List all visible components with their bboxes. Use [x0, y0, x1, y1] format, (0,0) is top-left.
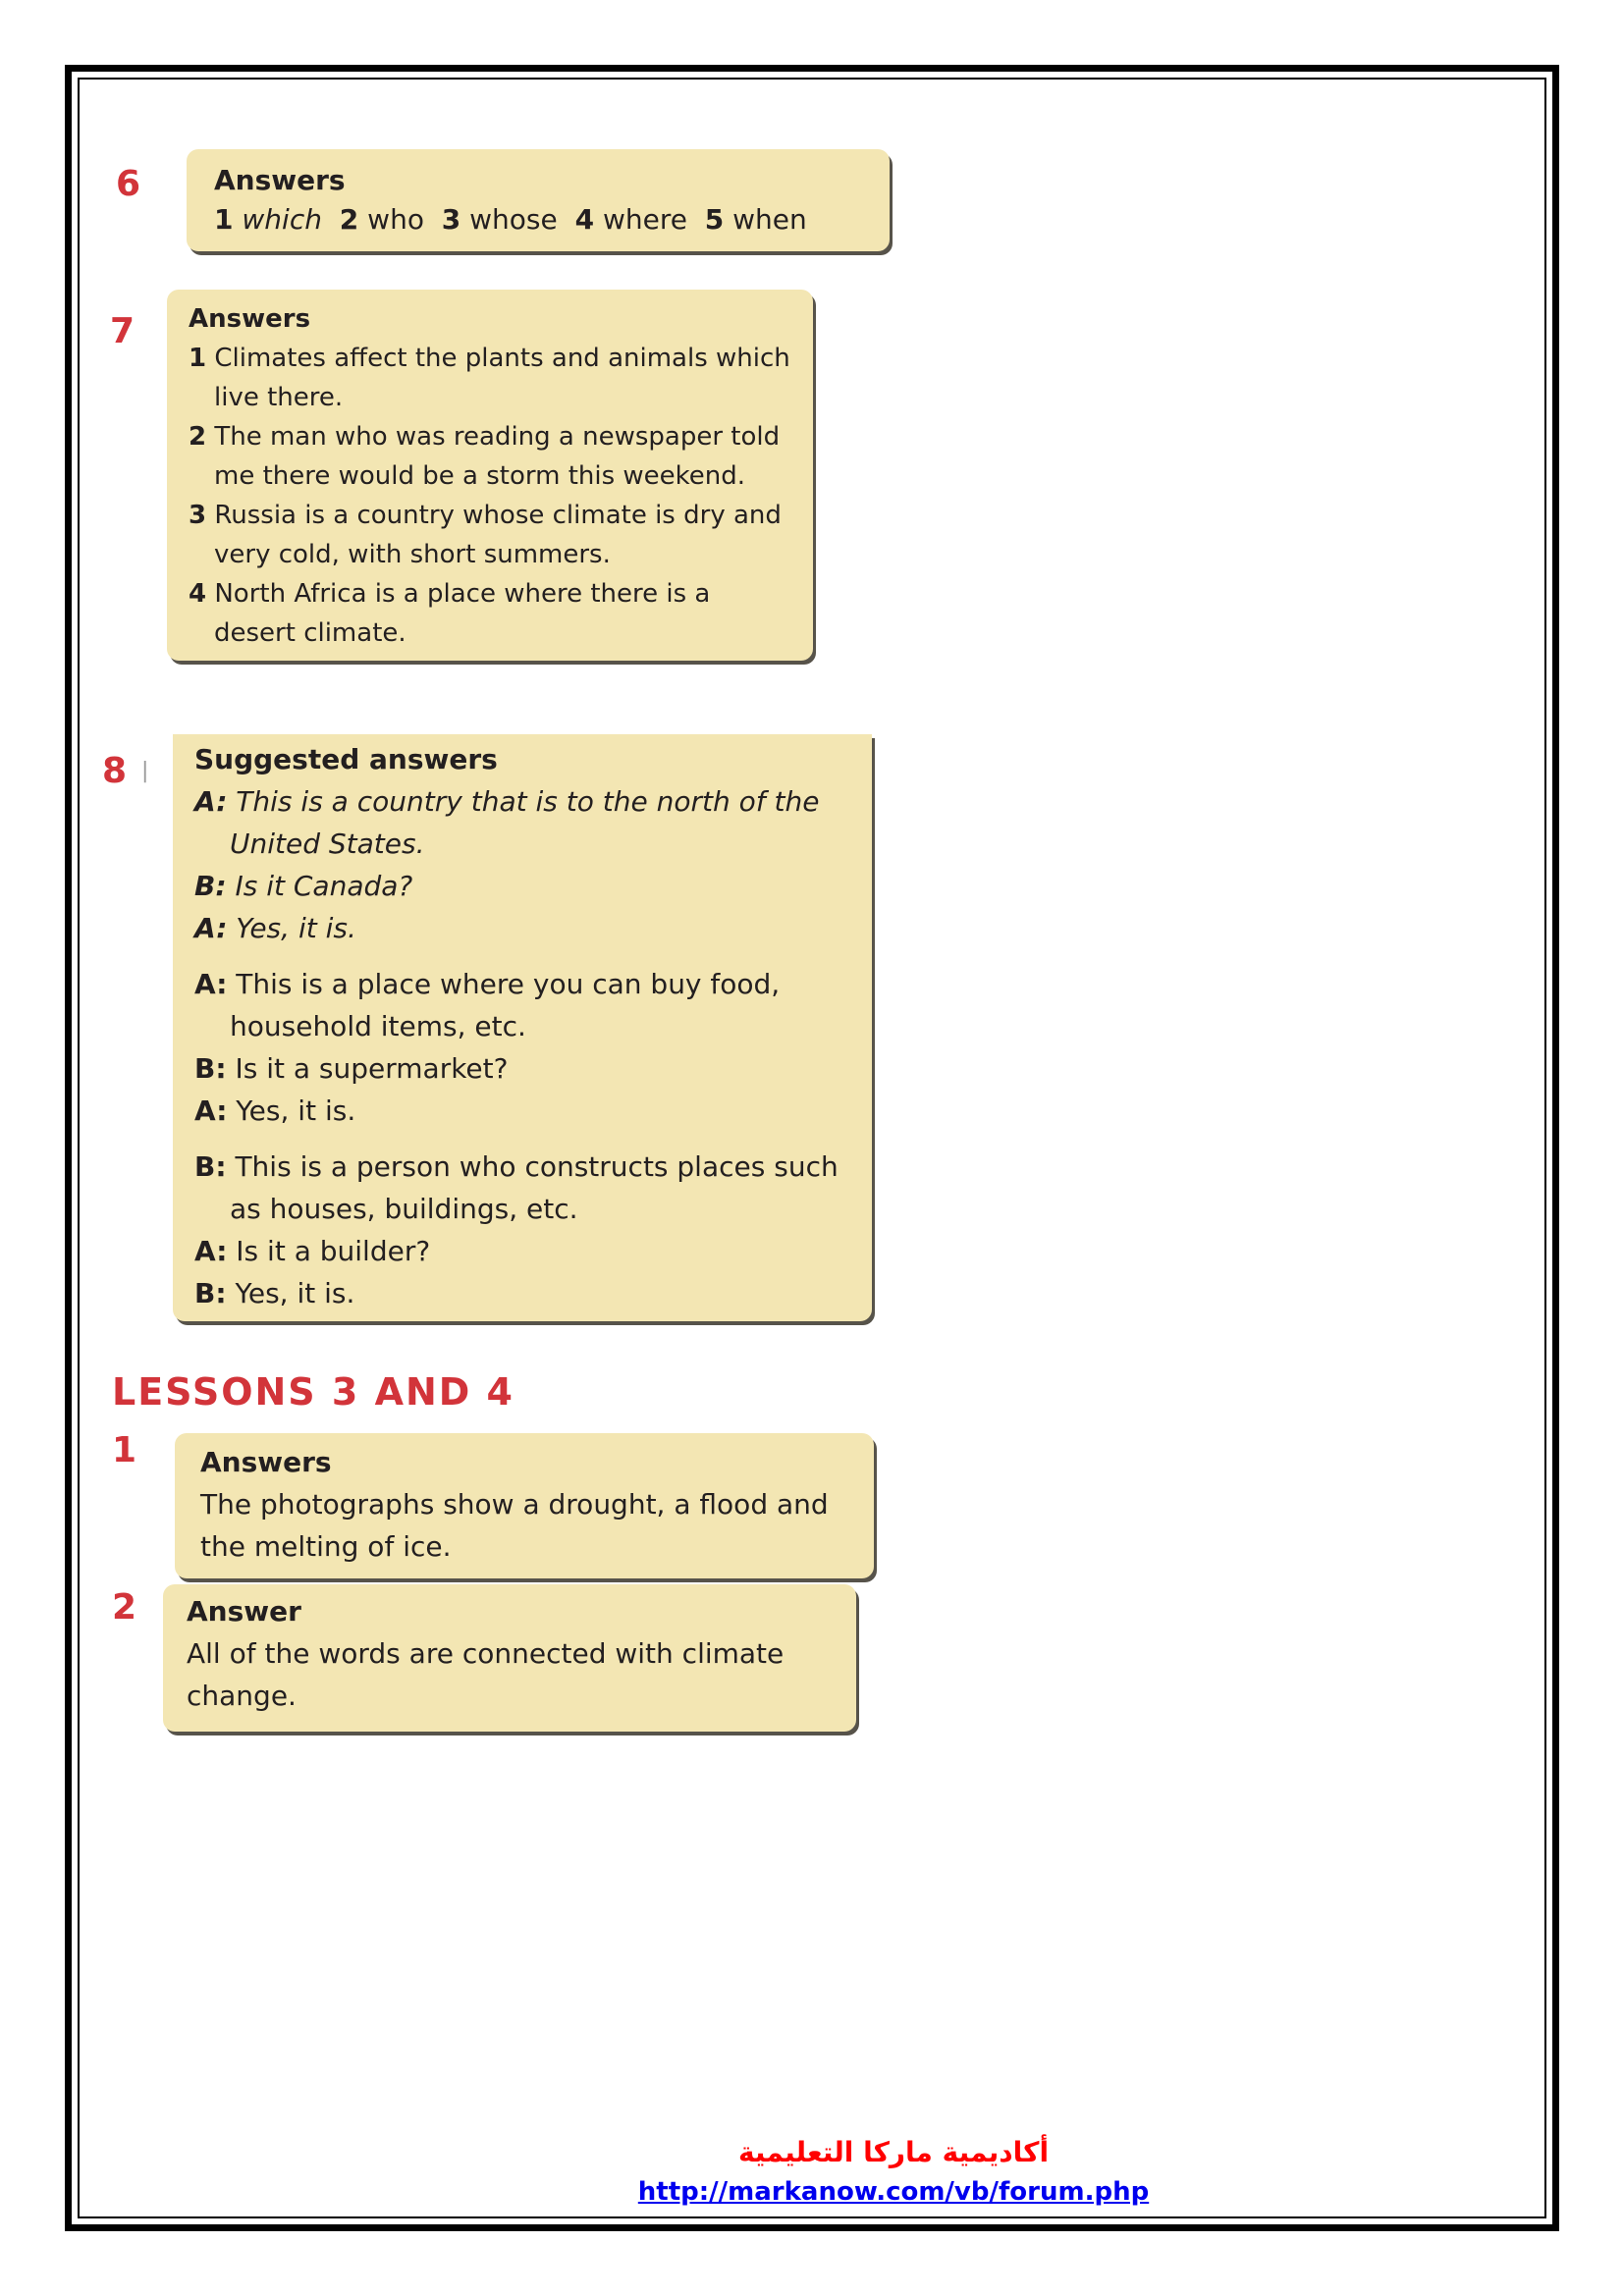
line-text: This is a country that is to the north of the United States.	[230, 785, 820, 860]
item-text: which	[242, 203, 322, 236]
item-text: The man who was reading a newspaper told me there would be a storm this weekend.	[214, 422, 781, 491]
question-number-1: 1	[112, 1430, 137, 1470]
answer-line	[214, 200, 862, 240]
dialogue-line	[194, 1146, 856, 1230]
item-number: 1	[214, 203, 234, 236]
line-text: Is it Canada?	[235, 870, 413, 902]
line-text: This is a place where you can buy food, household items, etc.	[230, 968, 781, 1042]
item-text: whose	[469, 203, 558, 236]
item-number: 4	[189, 579, 207, 609]
item-text: Russia is a country whose climate is dry and very cold, with short summers.	[214, 501, 782, 569]
item-number: 3	[189, 501, 207, 530]
answer-heading: Answer	[187, 1595, 301, 1628]
speaker: A:	[194, 912, 228, 944]
dialogue-line	[194, 780, 856, 865]
dialogue-line	[194, 865, 856, 907]
speaker: B:	[194, 1052, 227, 1085]
line-text: Is it a supermarket?	[235, 1052, 509, 1085]
item-number: 1	[189, 344, 207, 373]
answer-heading: Answers	[189, 304, 311, 334]
speaker: B:	[194, 1150, 227, 1183]
answer-text: The photographs show a drought, a flood and the melting of ice.	[200, 1488, 829, 1563]
answer-item-4	[189, 574, 793, 653]
question-number-6: 6	[116, 164, 141, 204]
item-number: 2	[339, 203, 359, 236]
answer-box-7	[167, 290, 813, 661]
line-text: This is a person who constructs places such as houses, buildings, etc.	[230, 1150, 839, 1225]
dialogue-3	[194, 1146, 856, 1314]
line-text: Yes, it is.	[235, 1277, 355, 1309]
answer-box-l1	[175, 1433, 874, 1578]
question-number-2: 2	[112, 1587, 137, 1628]
spacer	[194, 1132, 856, 1146]
speaker: A:	[194, 785, 228, 818]
answer-box-6	[187, 149, 890, 251]
dialogue-line	[194, 907, 856, 949]
answer-box-8	[173, 734, 872, 1321]
answer-item-3	[189, 496, 793, 574]
answer-box-l2	[163, 1584, 856, 1732]
answer-text: All of the words are connected with climate change.	[187, 1637, 785, 1712]
item-text: who	[367, 203, 424, 236]
line-text: Is it a builder?	[236, 1235, 431, 1267]
footer-link[interactable]: http://markanow.com/vb/forum.php	[637, 2177, 1150, 2207]
answer-item-1	[189, 339, 793, 417]
item-number: 3	[441, 203, 461, 236]
answer-heading: Answers	[214, 164, 346, 196]
speaker: B:	[194, 870, 227, 902]
spacer	[194, 949, 856, 963]
dialogue-line	[194, 1272, 856, 1314]
answer-heading: Suggested answers	[194, 743, 498, 775]
line-text: Yes, it is.	[236, 1095, 356, 1127]
dialogue-2	[194, 963, 856, 1132]
item-number: 5	[704, 203, 725, 236]
scan-mark: |	[141, 759, 149, 783]
speaker: B:	[194, 1277, 227, 1309]
dialogue-line	[194, 1090, 856, 1132]
dialogue-line	[194, 1230, 856, 1272]
speaker: A:	[194, 968, 228, 1000]
footer-academy-name: أكاديمية ماركا التعليمية	[737, 2136, 1050, 2168]
dialogue-line	[194, 963, 856, 1047]
dialogue-line	[194, 1047, 856, 1090]
section-heading: LESSONS 3 AND 4	[112, 1370, 514, 1414]
item-text: Climates affect the plants and animals which live there.	[214, 344, 790, 412]
line-text: Yes, it is.	[236, 912, 356, 944]
item-number: 2	[189, 422, 207, 452]
item-text: when	[732, 203, 807, 236]
item-text: where	[602, 203, 687, 236]
speaker: A:	[194, 1235, 228, 1267]
answer-item-2	[189, 417, 793, 496]
speaker: A:	[194, 1095, 228, 1127]
dialogue-1	[194, 780, 856, 949]
answer-heading: Answers	[200, 1446, 332, 1478]
item-text: North Africa is a place where there is a desert climate.	[214, 579, 711, 648]
question-number-8: 8	[102, 751, 128, 791]
item-number: 4	[574, 203, 595, 236]
question-number-7: 7	[110, 311, 135, 351]
